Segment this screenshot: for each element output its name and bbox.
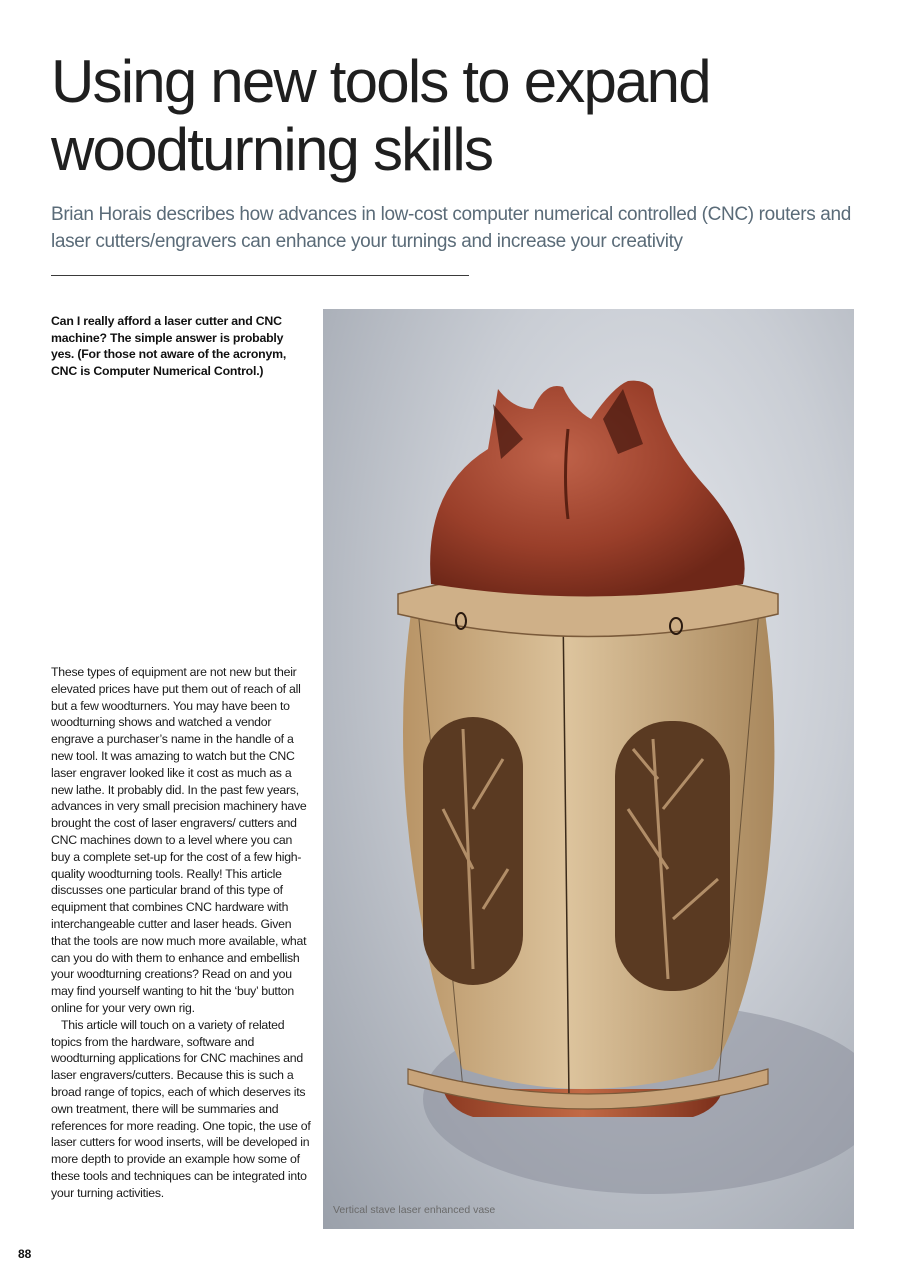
body-paragraph: These types of equipment are not new but their elevated prices have put them out of reach of all but a few woodturners. You may have been to woodturning shows and watched a vendor engrave a purchaser’s name in the handle of a new tool. It was amazing to watch but the CNC laser engraver looked like it cost as much as a new lathe. It probably did. In the past few years, advances in very small precision machinery have brought the cost of laser engravers/ cutters and CNC machines down to a level where you can buy a complete set-up for the cost of a few high-quality woodturning tools. Really! This article discusses one particular brand of this type of equipment that combines CNC hardware with interchangeable cutter and laser heads. Given that the tools are now much more available, what can you do with them to enhance and embellish your woodturning creations? Read on and you may find yourself wanting to hit the ‘buy’ button online for your very own rig. [51,665,307,1015]
right-window [615,721,730,991]
article-standfirst: Brian Horais describes how advances in low-cost computer numerical controlled (CNC) routers and laser cutters/engravers can enhance your turnings and increase your creativity [51,204,851,252]
title-divider [51,275,469,276]
body-paragraph: This article will touch on a variety of related topics from the hardware, software and woodturning applications for CNC machines and laser engravers/cutters. Because this is such a broad range of topics, each of which deserves its own treatment, there will be summaries and references for more reading. One topic, the use of laser cutters for wood inserts, will be developed in more depth to provide an example how some of these tools and techniques can be integrated into your turning activities. [51,1017,311,1200]
article-title: Using new tools to expand woodturning skills [51,48,710,183]
vase-lid [430,381,745,597]
vase-photo [323,309,854,1229]
article-intro: Can I really afford a laser cutter and CNC machine? The simple answer is probably yes. (For those not aware of the acronym, CNC is Computer Numerical Control.) [51,314,287,379]
photo-caption: Vertical stave laser enhanced vase [333,1204,496,1216]
vase-illustration [323,309,854,1229]
page-number: 88 [18,1247,32,1261]
article-body [51,664,313,1202]
